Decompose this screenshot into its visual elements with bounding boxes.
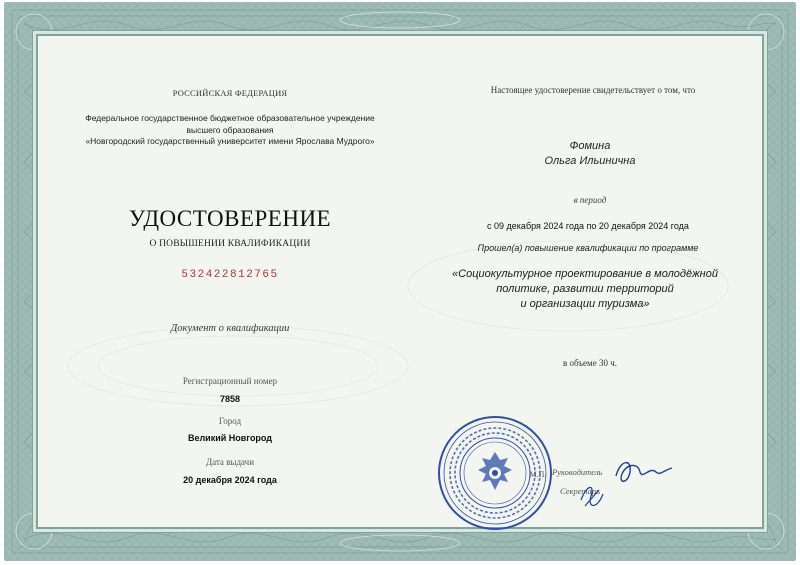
document-subtitle: О ПОВЫШЕНИИ КВАЛИФИКАЦИИ [149,239,311,249]
organization-name [70,113,390,148]
head-signature [610,454,676,490]
city-value: Великий Новгород [187,433,273,443]
period-dates: с 09 декабря 2024 года по 20 декабря 2024 года [487,221,689,231]
organization-line: Федеральное государственное бюджетное образовательное учреждение [85,113,375,123]
registration-number-label: Регистрационный номер [182,376,278,386]
recipient-surname: Фомина [569,140,611,152]
country-label: РОССИЙСКАЯ ФЕДЕРАЦИЯ [172,88,288,98]
intro-text: Настоящее удостоверение свидетельствует о том, что [490,85,696,95]
recipient-name: Ольга Ильинична [544,155,636,167]
organization-line: «Новгородский государственный университет имени Ярослава Мудрого» [85,136,375,146]
secretary-signature [577,480,607,514]
head-signature-label: Руководитель [552,467,603,477]
issue-date-value: 20 декабря 2024 года [183,475,277,485]
program-title-line: и организации туризма» [520,298,650,310]
document-title: УДОСТОВЕРЕНИЕ [128,206,332,231]
stamp-mark-label: М.П. [529,470,547,479]
serial-number: 532422812765 [181,269,279,281]
period-label: в период [573,195,607,205]
secretary-signature-label: Секретарь [560,486,600,496]
certificate [4,2,796,561]
organization-line: высшего образования [186,124,274,135]
program-title [430,267,740,312]
program-title-line: «Социокультурное проектирование в молодёжной [452,268,718,280]
program-label: Прошел(а) повышение квалификации по программе [477,243,699,253]
course-volume: в объеме 30 ч. [563,358,617,368]
registration-number-value: 7858 [219,394,241,404]
city-label: Город [218,416,242,426]
issue-date-label: Дата выдачи [205,457,255,467]
document-type: Документ о квалификации [170,323,290,334]
program-title-line: политике, развитии территорий [496,283,674,295]
